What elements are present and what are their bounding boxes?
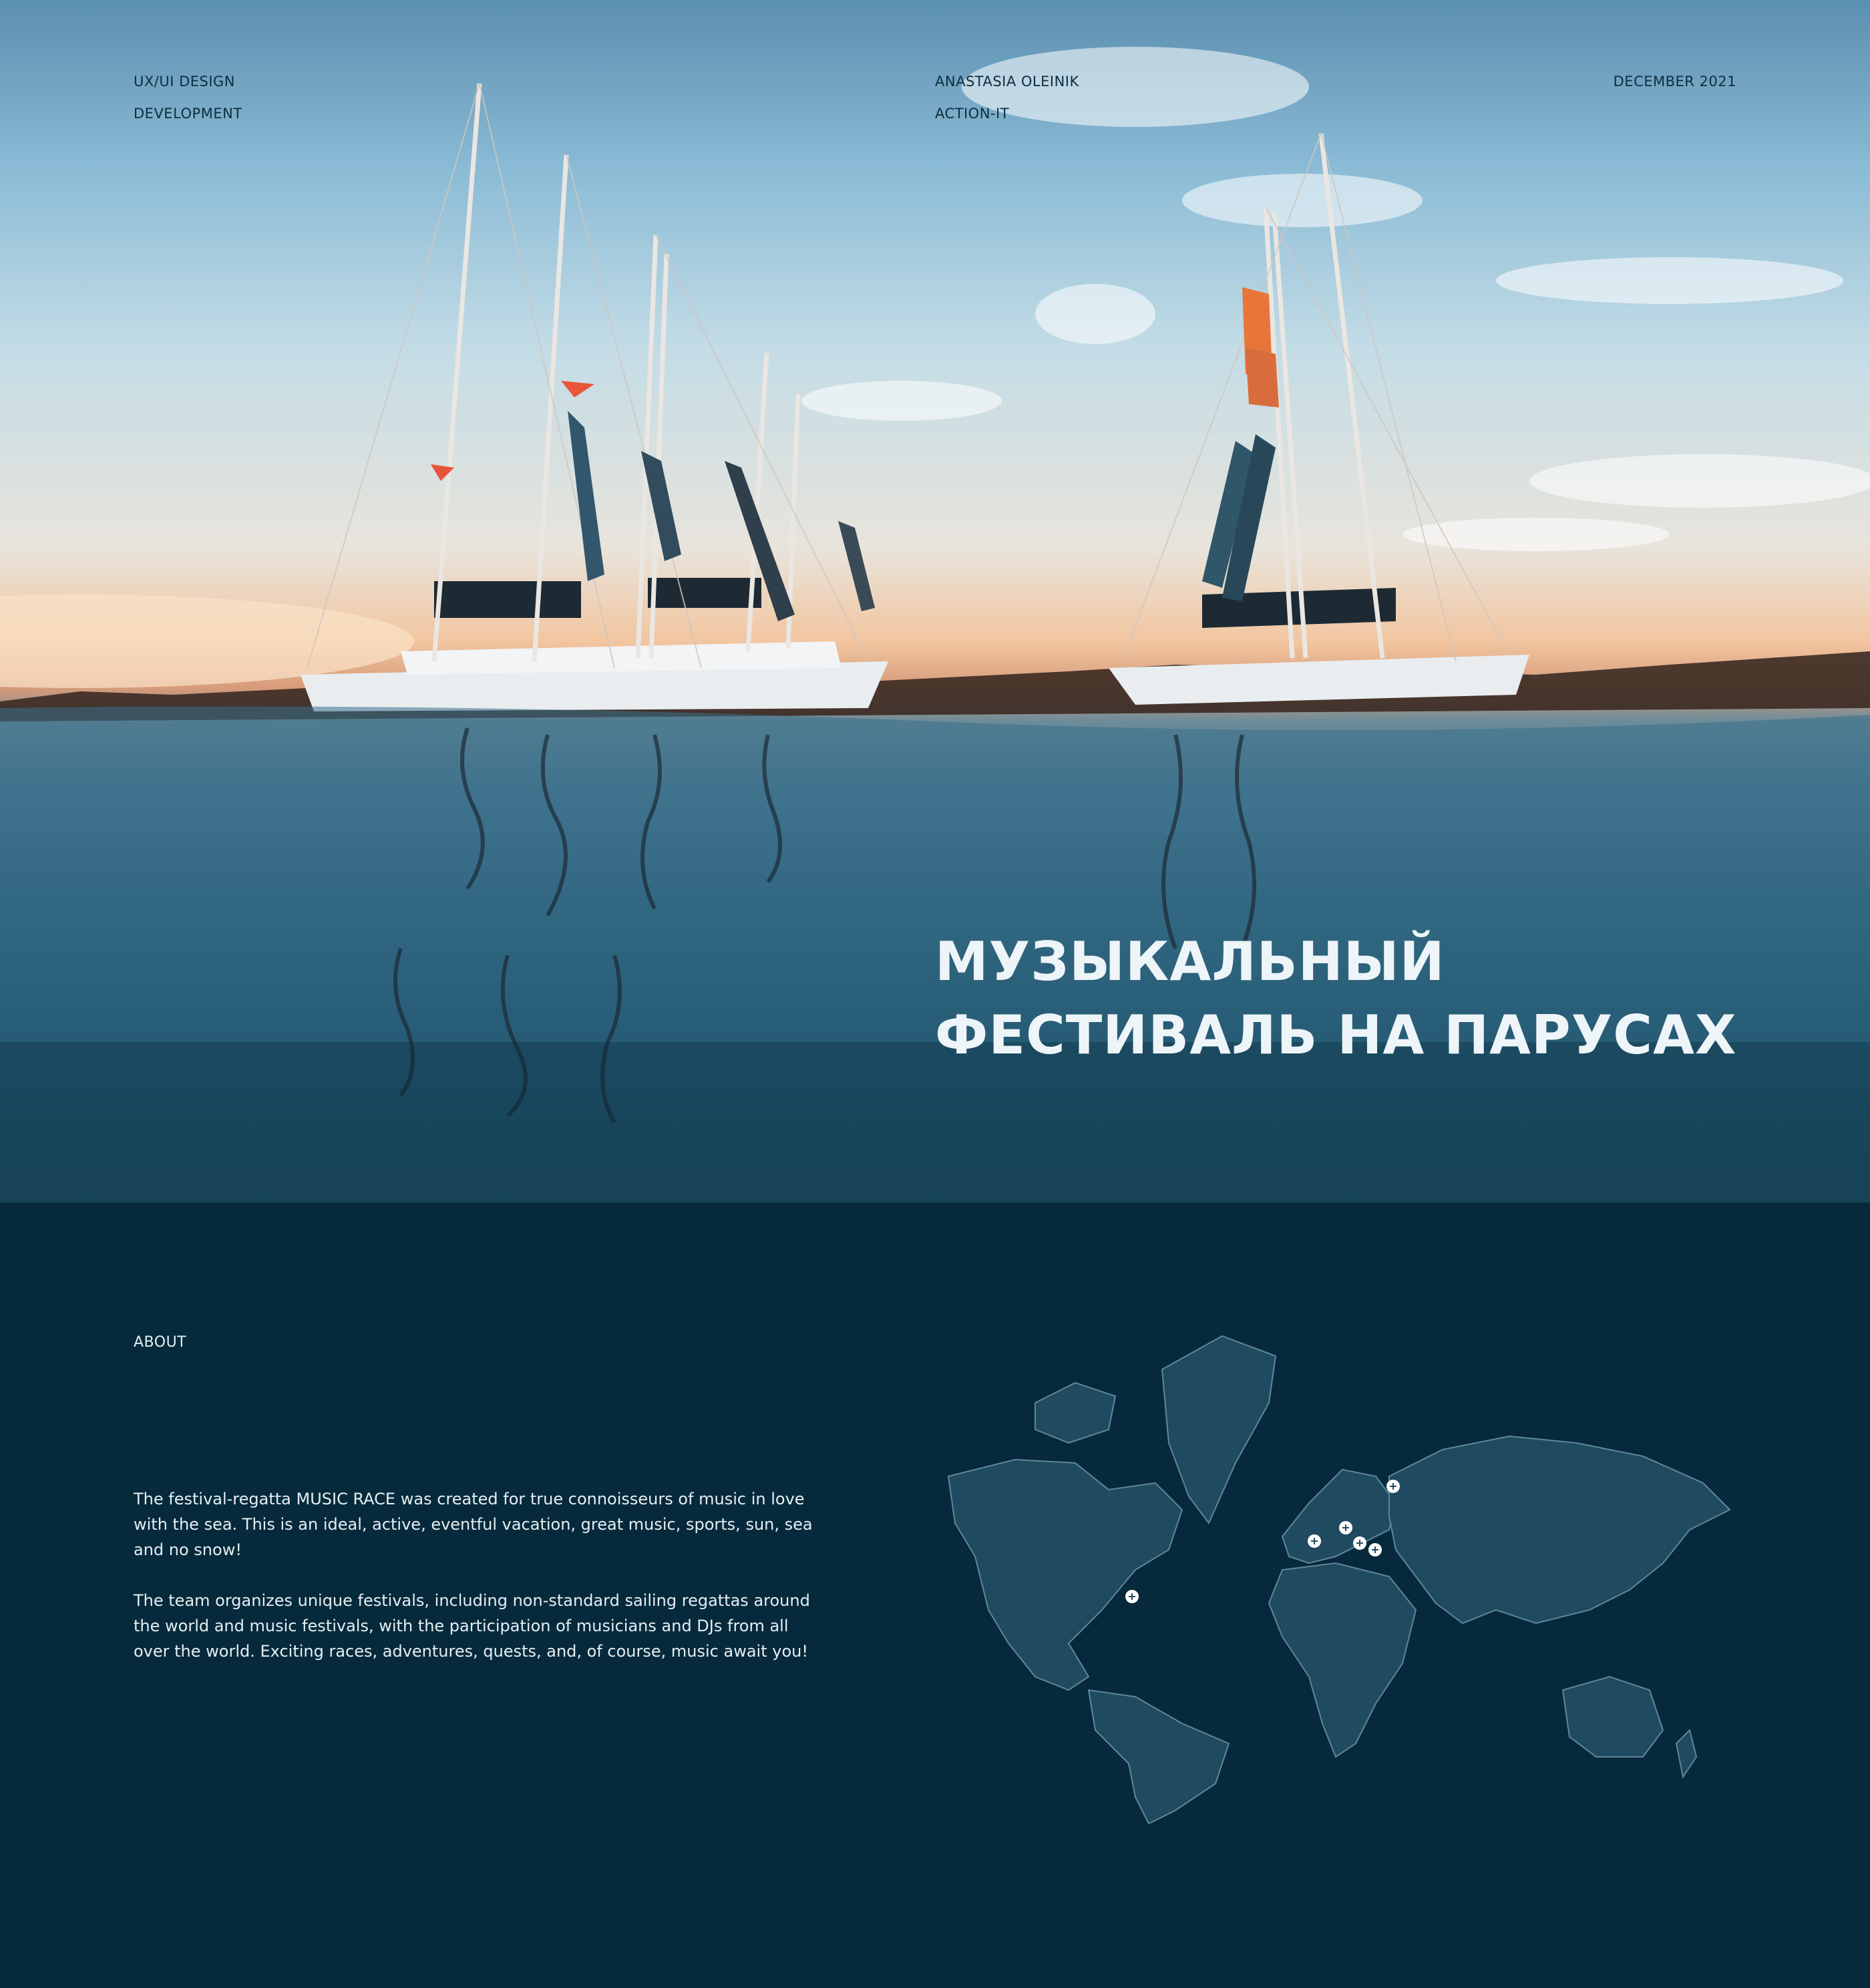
italy-south-marker[interactable]: [1353, 1536, 1366, 1550]
about-paragraph-1: The festival-regatta MUSIC RACE was created for true connoisseurs of music in love with the sea. This is an ideal, active, eventful vacation, great music, sports, sun, sea and no snow!: [134, 1490, 813, 1559]
about-text: [134, 1486, 815, 1689]
australia-shape: [1563, 1677, 1663, 1757]
spain-marker[interactable]: [1308, 1534, 1321, 1548]
header-date: [1614, 65, 1736, 98]
flags-right: [1202, 287, 1279, 601]
russia-marker[interactable]: [1386, 1480, 1400, 1493]
header-date-text: DECEMBER 2021: [1613, 73, 1736, 90]
about-paragraph-2: The team organizes unique festivals, including non-standard sailing regattas around the world and music festivals, with the participation of musicians and DJs from all over the world. Exciting races, adventures, quests, and, of course, music await you!: [134, 1591, 810, 1661]
africa-shape: [1269, 1563, 1416, 1757]
greenland-shape: [1162, 1336, 1276, 1523]
continents: [948, 1336, 1730, 1824]
world-map: [935, 1329, 1743, 1824]
header-discipline-design: UX/UI DESIGN: [134, 73, 236, 90]
new-zealand-shape: [1676, 1730, 1696, 1777]
hero-title: [935, 925, 1737, 1072]
arctic-islands-shape: [1035, 1383, 1115, 1443]
header-discipline-development: DEVELOPMENT: [134, 106, 242, 122]
north-america-shape: [948, 1460, 1182, 1690]
asia-shape: [1389, 1436, 1730, 1623]
about-label: ABOUT: [134, 1334, 187, 1351]
header-author-company: ACTION-IT: [935, 106, 1010, 122]
world-map-svg: [935, 1329, 1743, 1824]
header-author: [935, 65, 1079, 130]
hero-title-line2: ФЕСТИВАЛЬ НА ПАРУСАХ: [935, 1004, 1737, 1066]
header-author-name: ANASTASIA OLEINIK: [935, 73, 1079, 90]
south-america-shape: [1089, 1690, 1229, 1824]
header-disciplines: [134, 65, 242, 130]
greece-marker[interactable]: [1368, 1543, 1382, 1556]
hero-title-line1: МУЗЫКАЛЬНЫЙ: [935, 931, 1445, 993]
masts-left: [434, 84, 798, 661]
italy-north-marker[interactable]: [1339, 1521, 1352, 1534]
mexico-marker[interactable]: [1125, 1590, 1139, 1603]
